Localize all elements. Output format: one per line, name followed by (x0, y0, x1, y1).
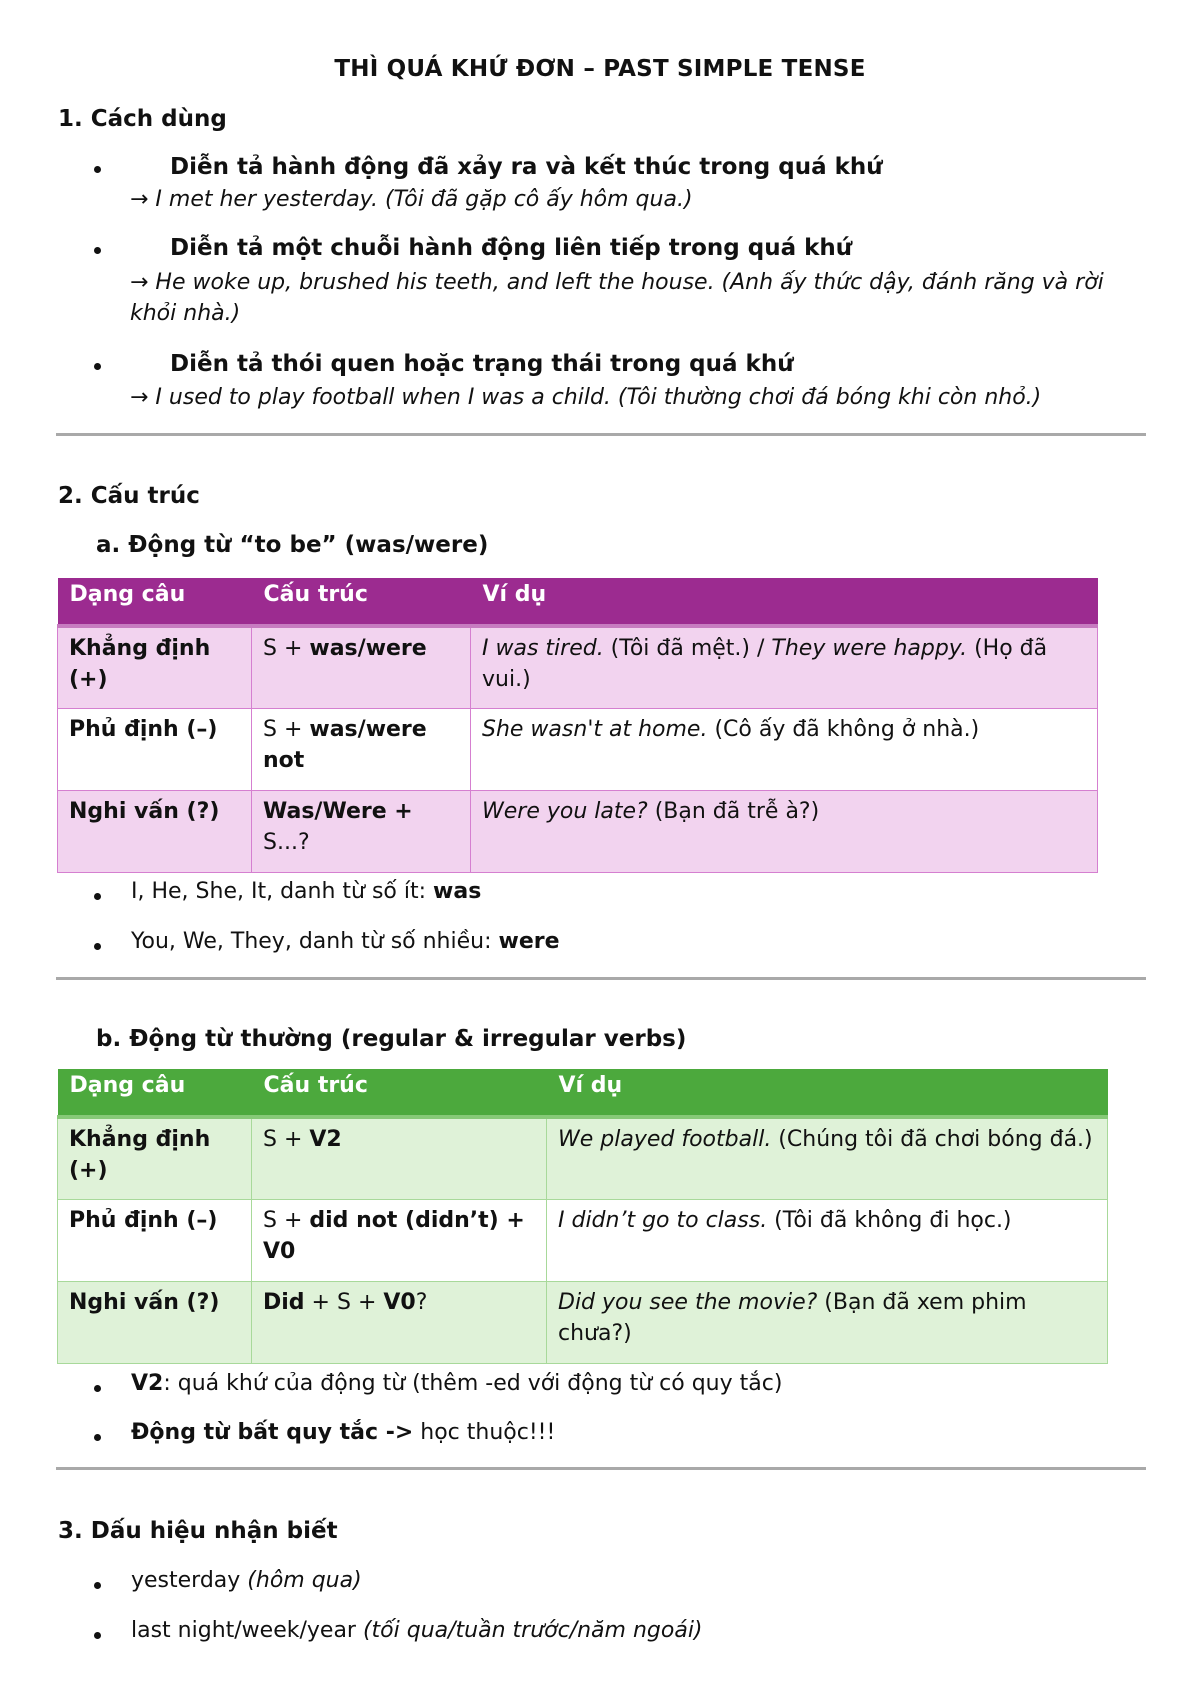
table-row (58, 708, 1098, 790)
section-heading-usage: 1. Cách dùng (58, 106, 227, 132)
column-header: Cấu trúc (252, 578, 471, 626)
ordinary-verbs-table (57, 1069, 1108, 1364)
column-header: Dạng câu (58, 1069, 252, 1117)
table-row (58, 626, 1098, 708)
table-header-row (58, 578, 1098, 626)
signal-word: last night/week/year (tối qua/tuần trước/năm ngoái) (131, 1618, 703, 1643)
divider (56, 433, 1146, 436)
table-row (58, 1281, 1108, 1363)
note-were: You, We, They, danh từ số nhiều: were (131, 929, 560, 954)
sentence-type-cell: Khẳng định (+) (58, 1117, 252, 1199)
table-row (58, 1117, 1108, 1199)
usage-heading: Diễn tả thói quen hoặc trạng thái trong quá khứ (170, 351, 794, 377)
bullet-icon (94, 1385, 101, 1392)
usage-example: → He woke up, brushed his teeth, and left the house. (Anh ấy thức dậy, đánh răng và rời khỏi nhà.) (130, 270, 1104, 326)
table-row (58, 1199, 1108, 1281)
section-heading-signs: 3. Dấu hiệu nhận biết (58, 1518, 338, 1544)
example-cell: We played football. (Chúng tôi đã chơi bóng đá.) (547, 1117, 1108, 1199)
divider (56, 1467, 1146, 1470)
usage-heading: Diễn tả một chuỗi hành động liên tiếp trong quá khứ (170, 235, 853, 261)
column-header: Ví dụ (547, 1069, 1108, 1117)
to-be-table (57, 578, 1098, 873)
structure-cell: Was/Were + S...? (252, 790, 471, 872)
bullet-icon (94, 893, 101, 900)
bullet-icon (94, 363, 101, 370)
example-cell: She wasn't at home. (Cô ấy đã không ở nhà.) (471, 708, 1098, 790)
bullet-icon (94, 166, 101, 173)
bullet-icon (94, 247, 101, 254)
divider (56, 977, 1146, 980)
bullet-icon (94, 943, 101, 950)
page-title: THÌ QUÁ KHỨ ĐƠN – PAST SIMPLE TENSE (334, 56, 866, 82)
structure-cell: S + was/were (252, 626, 471, 708)
sentence-type-cell: Khẳng định (+) (58, 626, 252, 708)
note-was: I, He, She, It, danh từ số ít: was (131, 879, 482, 904)
bullet-icon (94, 1434, 101, 1441)
example-cell: I was tired. (Tôi đã mệt.) / They were happy. (Họ đã vui.) (471, 626, 1098, 708)
structure-cell: S + was/were not (252, 708, 471, 790)
subsection-heading-verbs: b. Động từ thường (regular & irregular verbs) (96, 1026, 687, 1052)
sentence-type-cell: Nghi vấn (?) (58, 790, 252, 872)
usage-example: → I used to play football when I was a child. (Tôi thường chơi đá bóng khi còn nhỏ.) (130, 385, 1042, 410)
table-header-row (58, 1069, 1108, 1117)
example-cell: Did you see the movie? (Bạn đã xem phim chưa?) (547, 1281, 1108, 1363)
column-header: Dạng câu (58, 578, 252, 626)
sentence-type-cell: Nghi vấn (?) (58, 1281, 252, 1363)
sentence-type-cell: Phủ định (–) (58, 708, 252, 790)
example-cell: I didn’t go to class. (Tôi đã không đi học.) (547, 1199, 1108, 1281)
table-row (58, 790, 1098, 872)
bullet-icon (94, 1632, 101, 1639)
note-irregular: Động từ bất quy tắc -> học thuộc!!! (131, 1420, 556, 1445)
note-v2: V2: quá khứ của động từ (thêm -ed với động từ có quy tắc) (131, 1371, 783, 1396)
subsection-heading-to-be: a. Động từ “to be” (was/were) (96, 532, 489, 558)
section-heading-structure: 2. Cấu trúc (58, 483, 200, 509)
usage-example: → I met her yesterday. (Tôi đã gặp cô ấy hôm qua.) (130, 187, 693, 212)
usage-heading: Diễn tả hành động đã xảy ra và kết thúc trong quá khứ (170, 154, 883, 180)
structure-cell: S + did not (didn’t) + V0 (252, 1199, 547, 1281)
structure-cell: S + V2 (252, 1117, 547, 1199)
example-cell: Were you late? (Bạn đã trễ à?) (471, 790, 1098, 872)
structure-cell: Did + S + V0? (252, 1281, 547, 1363)
signal-word: yesterday (hôm qua) (131, 1568, 362, 1593)
sentence-type-cell: Phủ định (–) (58, 1199, 252, 1281)
column-header: Ví dụ (471, 578, 1098, 626)
column-header: Cấu trúc (252, 1069, 547, 1117)
bullet-icon (94, 1582, 101, 1589)
